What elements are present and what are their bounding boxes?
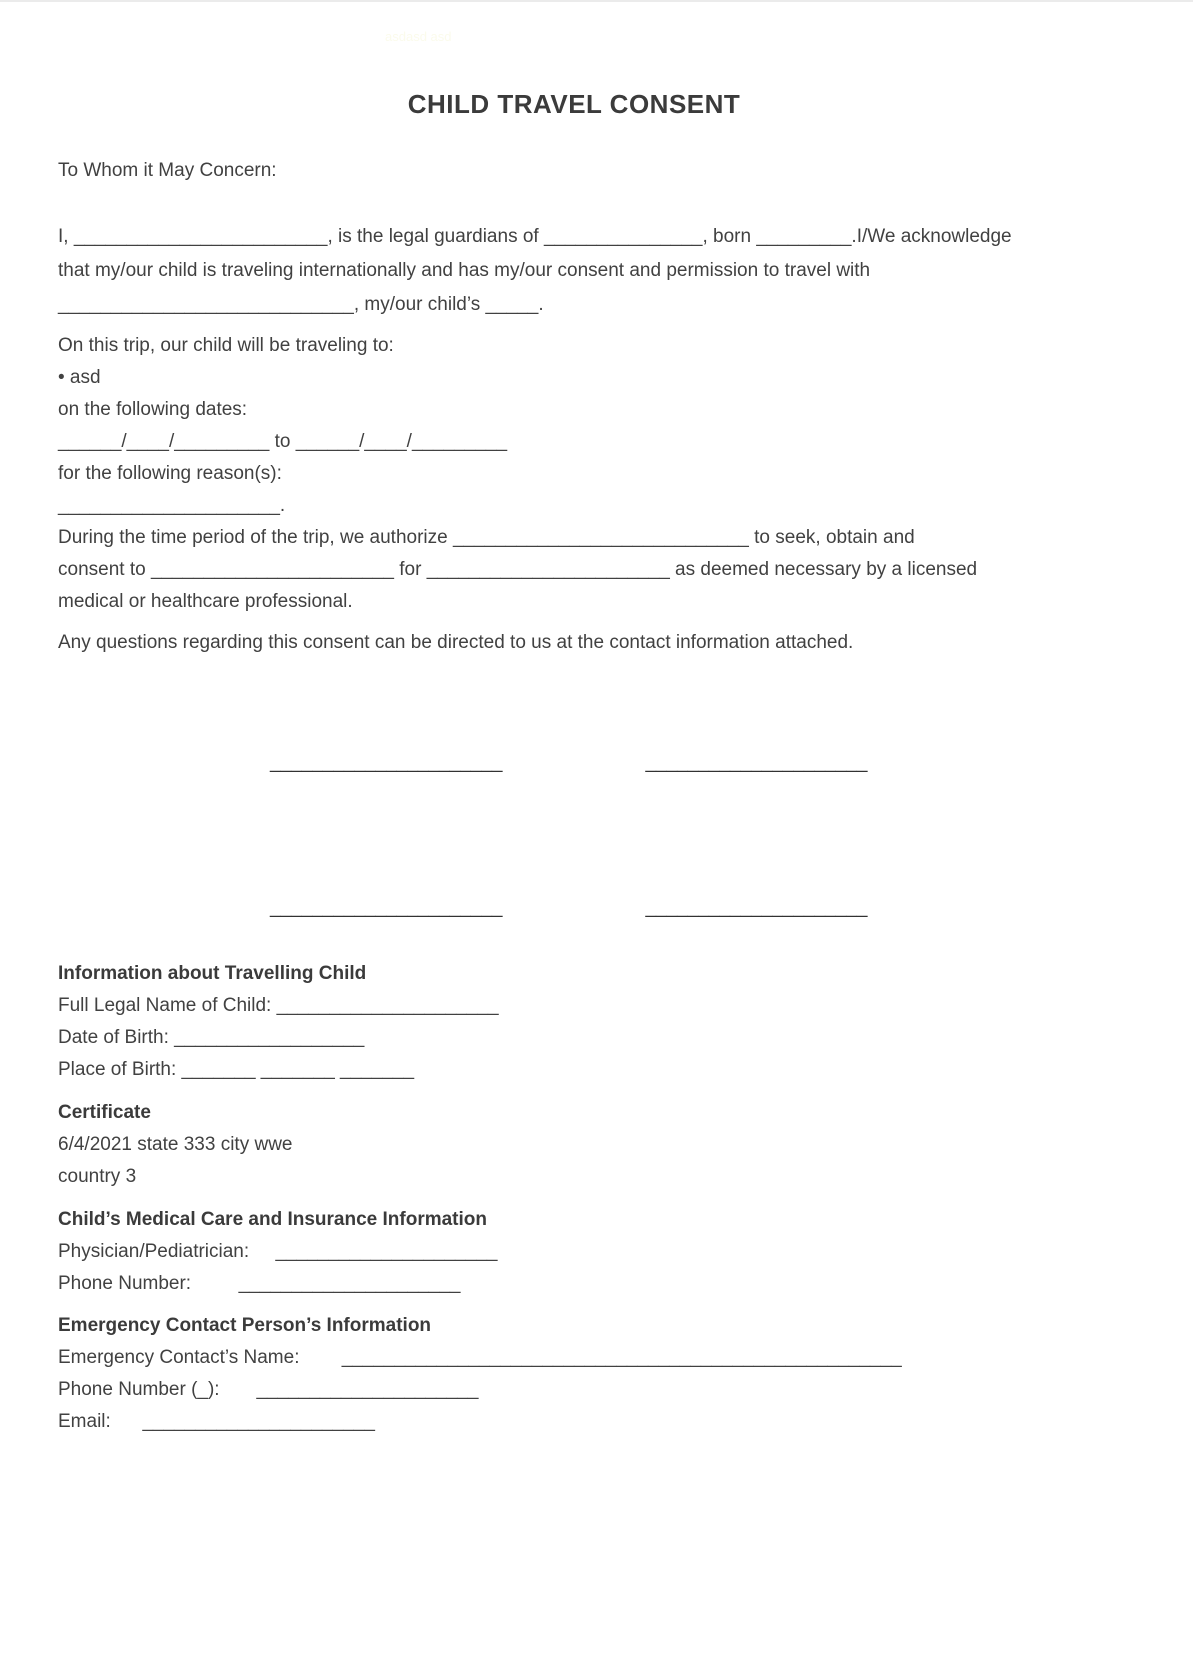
section-heading: Emergency Contact Person’s Information xyxy=(58,1315,432,1336)
certificate-detail-line: 6/4/2021 state 333 city wwe xyxy=(58,1134,293,1155)
emergency-name-line: Emergency Contact’s Name: _____________________________________________________ xyxy=(58,1347,902,1368)
intro-line: ____________________________, my/our child’s _____. xyxy=(58,294,544,315)
salutation: To Whom it May Concern: xyxy=(58,160,277,181)
trip-destination-bullet: • asd xyxy=(58,367,101,388)
child-date-of-birth-line: Date of Birth: __________________ xyxy=(58,1027,365,1048)
ghost-text: asdasd asd xyxy=(385,29,452,44)
signature-row xyxy=(58,892,1090,924)
child-place-of-birth-line: Place of Birth: _______ _______ _______ xyxy=(58,1059,415,1080)
trip-reason-blank: _____________________. xyxy=(58,495,286,516)
intro-line: that my/our child is traveling internationally and has my/our consent and permission to travel with xyxy=(58,260,871,281)
emergency-email-line: Email: ______________________ xyxy=(58,1411,375,1432)
document-content xyxy=(58,2,1090,1438)
section-heading: Child’s Medical Care and Insurance Information xyxy=(58,1209,487,1230)
signature-row xyxy=(58,747,1090,779)
document-title: CHILD TRAVEL CONSENT xyxy=(407,89,741,119)
signature-line: ______________________ xyxy=(270,752,503,773)
medical-phone-line: Phone Number: _____________________ xyxy=(58,1273,461,1294)
trip-dates-label: on the following dates: xyxy=(58,399,248,420)
emergency-phone-line: Phone Number (_): _____________________ xyxy=(58,1379,479,1400)
trip-details xyxy=(58,330,1090,522)
section-emergency-contact xyxy=(58,1310,1090,1438)
child-full-name-line: Full Legal Name of Child: _____________________ xyxy=(58,995,499,1016)
section-heading: Information about Travelling Child xyxy=(58,963,367,984)
intro-paragraph xyxy=(58,220,1090,322)
authorization-line: During the time period of the trip, we authorize ____________________________ to seek, obtain and xyxy=(58,527,915,548)
intro-line: I, ________________________, is the legal guardians of _______________, born _________.I/We acknowledge xyxy=(58,226,1012,247)
authorization-line: medical or healthcare professional. xyxy=(58,591,353,612)
signature-line: _____________________ xyxy=(645,752,868,773)
authorization-paragraph xyxy=(58,522,1090,618)
trip-reason-label: for the following reason(s): xyxy=(58,463,282,484)
trip-dates-blanks: ______/____/_________ to ______/____/_________ xyxy=(58,431,508,452)
section-travelling-child xyxy=(58,958,1090,1086)
certificate-country-line: country 3 xyxy=(58,1166,137,1187)
questions-line: Any questions regarding this consent can be directed to us at the contact information attached. xyxy=(58,632,854,653)
authorization-line: consent to _______________________ for _______________________ as deemed necessary by a licensed xyxy=(58,559,978,580)
trip-destination-intro: On this trip, our child will be traveling to: xyxy=(58,335,394,356)
section-certificate xyxy=(58,1097,1090,1193)
physician-line: Physician/Pediatrician: _____________________ xyxy=(58,1241,498,1262)
section-medical-insurance xyxy=(58,1204,1090,1300)
signature-line: ______________________ xyxy=(270,897,503,918)
section-heading: Certificate xyxy=(58,1102,151,1123)
signature-line: _____________________ xyxy=(645,897,868,918)
